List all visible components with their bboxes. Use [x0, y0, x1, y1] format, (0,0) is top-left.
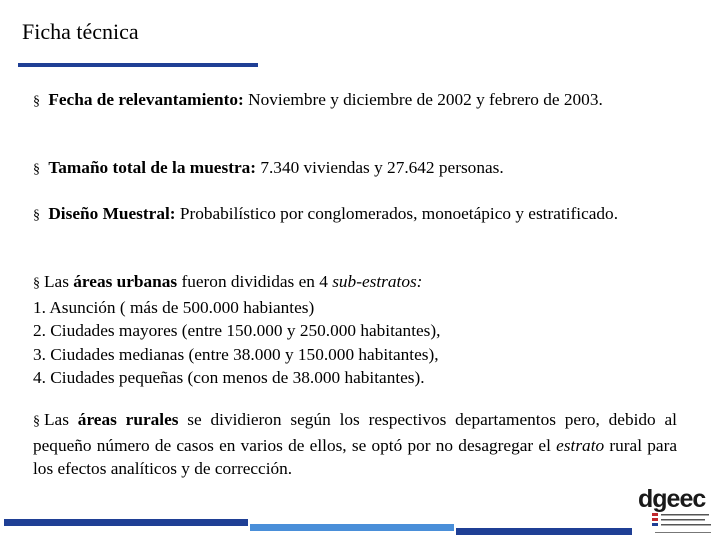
footer-bar-light [250, 524, 454, 531]
paragraph-tamano [33, 156, 677, 182]
urbanas-pre: Las [44, 272, 74, 291]
urbanas-italic: sub-estratos: [332, 272, 423, 291]
bullet-icon: § [33, 94, 40, 109]
list-item: 4. Ciudades pequeñas (con menos de 38.000 habitantes). [33, 368, 425, 387]
diseno-text: Probabilístico por conglomerados, monoetápico y estratificado. [175, 204, 619, 223]
list-item: 2. Ciudades mayores (entre 150.000 y 250.000 habitantes), [33, 321, 441, 340]
rurales-pre: Las [44, 410, 78, 429]
page-title: Ficha técnica [22, 19, 139, 44]
urbanas-intro [33, 270, 677, 296]
footer-bar-dark-right [456, 528, 632, 535]
bullet-icon: § [33, 208, 40, 223]
paragraph-rurales [33, 408, 677, 481]
rurales-italic: estrato [556, 435, 605, 455]
list-item: 1. Asunción ( más de 500.000 habiantes) [33, 297, 315, 317]
tamano-text: 7.340 viviendas y 27.642 personas. [256, 158, 504, 177]
bullet-icon: § [33, 414, 40, 429]
urbanas-mid: fueron divididas en 4 [177, 272, 333, 291]
logo-wordmark: dgeec [638, 485, 706, 513]
paragraph-diseno [33, 202, 677, 228]
rurales-post: rural para los efectos analíticos y de corrección. [33, 435, 677, 478]
list-item: 3. Ciudades medianas (entre 38.000 y 150.000 habitantes), [33, 344, 439, 364]
footer-bar-dark [4, 519, 248, 526]
paragraph-urbanas [33, 270, 677, 390]
title-underline [18, 63, 258, 67]
rurales-mid: se dividieron según los respectivos departamentos pero, debido al pequeño número de casos en varios de ellos, se optó por no desagregar el [33, 410, 677, 455]
diseno-label: Diseño Muestral: [48, 204, 176, 223]
dgeec-logo [637, 483, 717, 537]
tamano-label: Tamaño total de la muestra: [48, 158, 257, 177]
bullet-icon: § [33, 162, 40, 177]
rurales-bold: áreas rurales [77, 410, 179, 429]
urbanas-bold: áreas urbanas [73, 272, 178, 291]
fecha-text: Noviembre y diciembre de 2002 y febrero de 2003. [243, 90, 603, 109]
fecha-label: Fecha de relevantamiento: [48, 90, 244, 109]
paragraph-fecha [33, 88, 677, 114]
bullet-icon: § [33, 276, 40, 291]
